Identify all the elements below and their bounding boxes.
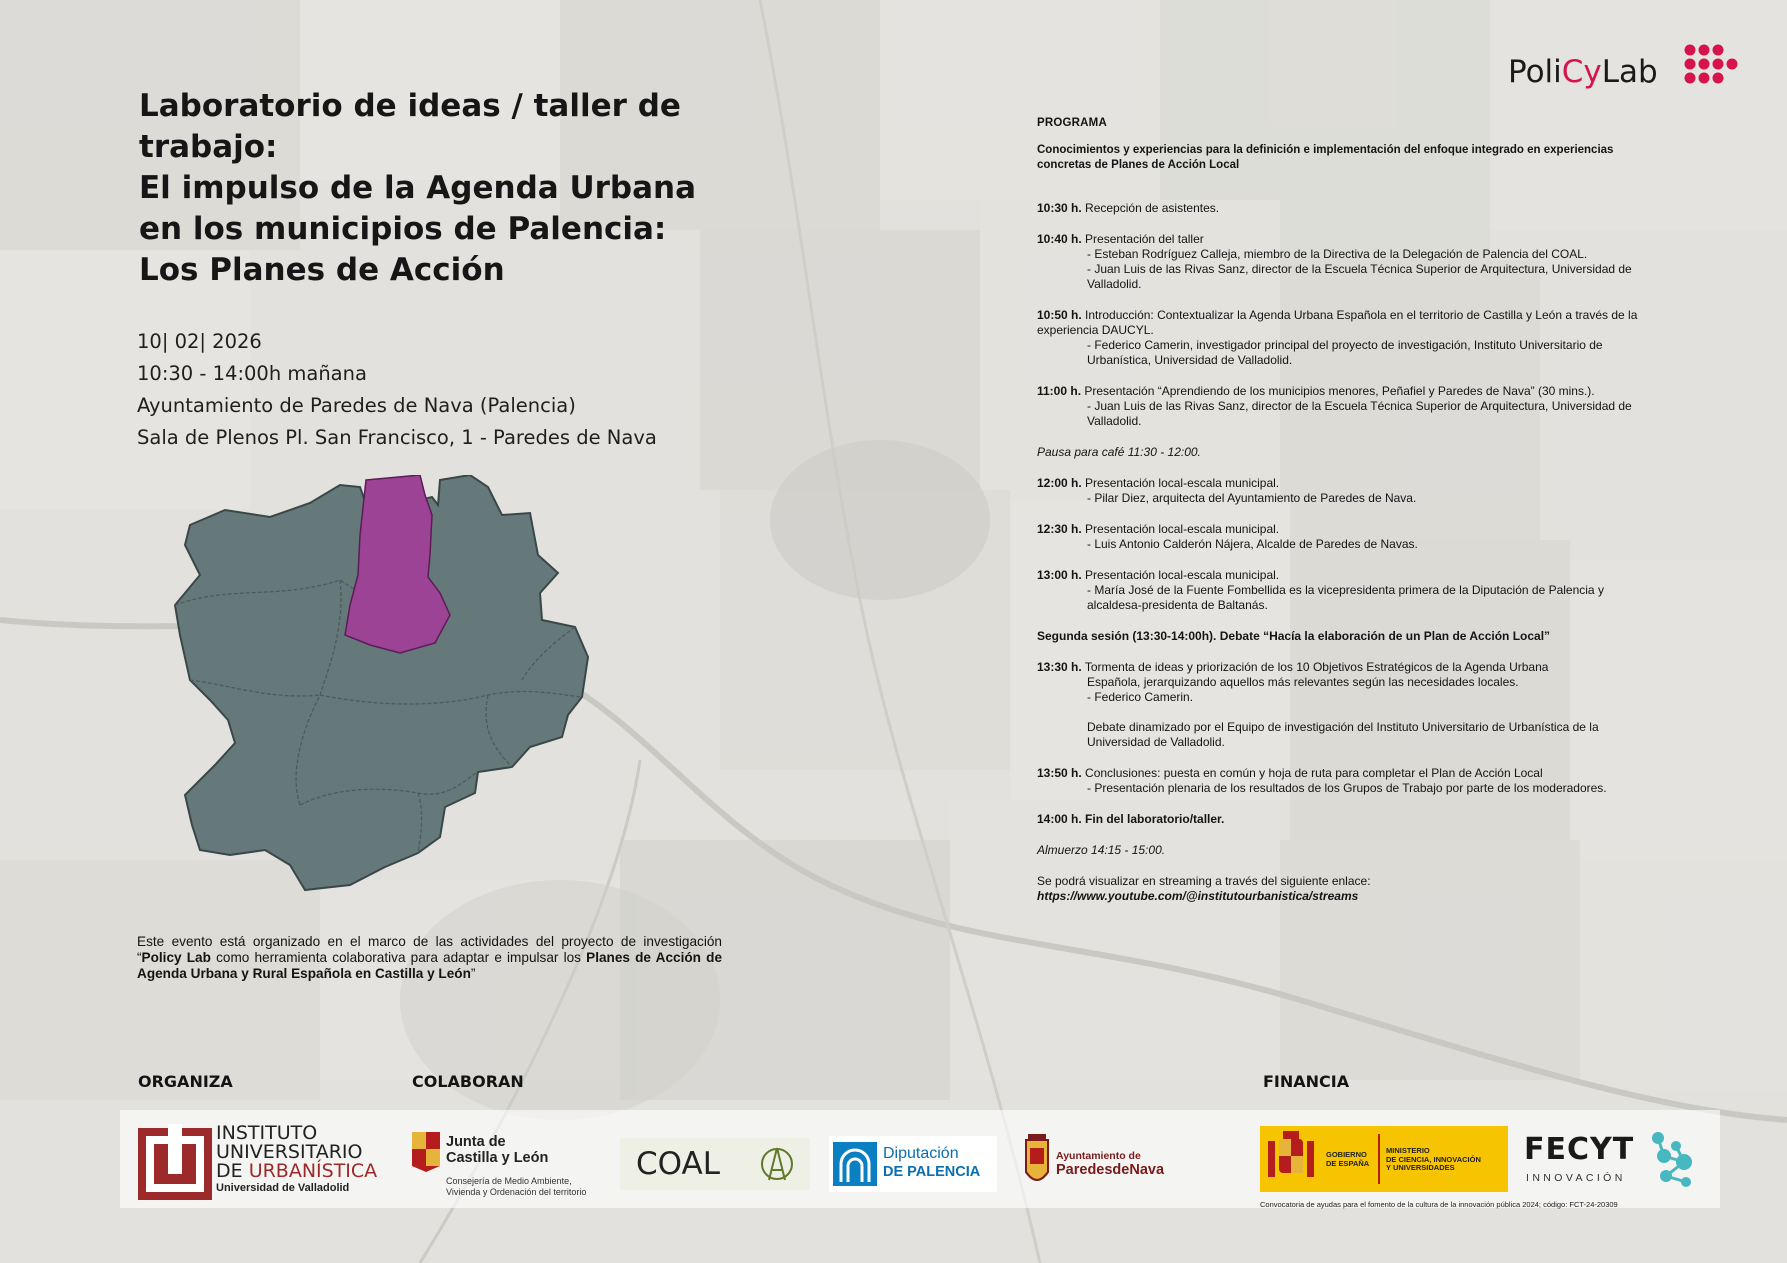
funding-call-note: Convocatoria de ayudas para el fomento de la cultura de la innovación pública 2024; código: FCT-24-20309	[1260, 1200, 1618, 1209]
title-line: Los Planes de Acción	[139, 252, 505, 288]
policylab-logo: PoliCyLab	[1508, 54, 1658, 90]
organiza-heading: ORGANIZA	[138, 1072, 233, 1091]
agenda-item-1330: 13:30 h. Tormenta de ideas y priorización de los 10 Objetivos Estratégicos de la Agenda Urbana Española, jerarquizando aquellos más relevantes según las necesidades locales. - Federico Camerin. Debate dinamizado por el Equipo de investigación del Instituto Universitario de Urbanística de la Universidad de Valladolid.	[1037, 660, 1599, 749]
lunch: Almuerzo 14:15 - 15:00.	[1037, 843, 1166, 857]
title-line: El impulso de la Agenda Urbana	[139, 170, 697, 206]
gobierno-espana-logo: GOBIERNO DE ESPAÑA MINISTERIO DE CIENCIA, INNOVACIÓN Y UNIVERSIDADES	[1260, 1126, 1508, 1192]
coal-compass-icon	[760, 1144, 794, 1184]
title-line: Laboratorio de ideas / taller de	[139, 88, 681, 124]
diputacion-arch-icon	[833, 1142, 877, 1186]
event-date: 10| 02| 2026	[137, 330, 262, 353]
agenda-item-1040: 10:40 h. Presentación del taller - Esteban Rodríguez Calleja, miembro de la Directiva de la Delegación de Palencia del COAL. - Juan Luis de las Rivas Sanz, director de la Escuela Técnica Superior de Arquitectura, Universidad de Valladolid.	[1037, 232, 1632, 291]
castilla-leon-map	[170, 475, 700, 895]
fecyt-molecule-icon	[1646, 1130, 1702, 1192]
jcyl-shield-icon	[410, 1128, 442, 1172]
fecyt-logo: FECYT INNOVACIÓN	[1522, 1130, 1702, 1194]
policylab-dots-icon	[1683, 44, 1741, 88]
program-intro: Conocimientos y experiencias para la definición e implementación del enfoque integrado en experiencias concretas de Planes de Acción Local	[1037, 144, 1614, 171]
agenda-item-1030: 10:30 h. Recepción de asistentes.	[1037, 201, 1220, 215]
program-heading: PROGRAMA	[1037, 117, 1107, 129]
agenda-item-1050: 10:50 h. Introducción: Contextualizar la Agenda Urbana Española en el territorio de Castilla y León a través de la experiencia DAUCYL. - Federico Camerin, investigador principal del proyecto de investigación, Instituto Universitario de Urbanística, Universidad de Valladolid.	[1037, 308, 1638, 367]
iuu-emblem-icon	[138, 1124, 212, 1202]
agenda-item-1400: 14:00 h. Fin del laboratorio/taller.	[1037, 812, 1225, 826]
ayuntamiento-paredes-logo: Ayuntamiento de ParedesdeNava	[1016, 1132, 1176, 1198]
agenda-item-1350: 13:50 h. Conclusiones: puesta en común y hoja de ruta para completar el Plan de Acción Local - Presentación plenaria de los resultados de los Grupos de Trabajo por parte de los moderadores.	[1037, 766, 1607, 795]
streaming-note: Se podrá visualizar en streaming a través del siguiente enlace: https://www.youtube.com/@institutourbanistica/streams	[1037, 874, 1649, 904]
paredes-coat-of-arms-icon	[1020, 1134, 1054, 1192]
event-address: Sala de Plenos Pl. San Francisco, 1 - Paredes de Nava	[137, 426, 657, 449]
event-time: 10:30 - 14:00h mañana	[137, 362, 367, 385]
coffee-break: Pausa para café 11:30 - 12:00.	[1037, 445, 1201, 459]
colaboran-heading: COLABORAN	[412, 1072, 524, 1091]
program-section	[1037, 116, 1649, 904]
event-title	[139, 86, 779, 291]
title-line: trabajo:	[139, 129, 278, 165]
streaming-link[interactable]: https://www.youtube.com/@institutourbanistica/streams	[1037, 889, 1359, 903]
title-line: en los municipios de Palencia:	[139, 211, 667, 247]
agenda-item-1100: 11:00 h. Presentación “Aprendiendo de los municipios menores, Peñafiel y Paredes de Nava” (30 mins.). - Juan Luis de las Rivas Sanz, director de la Escuela Técnica Superior de Arquitectura, Universidad de Valladolid.	[1037, 384, 1632, 428]
spain-coat-of-arms-icon	[1266, 1131, 1316, 1187]
second-session-heading: Segunda sesión (13:30-14:00h). Debate “Hacía la elaboración de un Plan de Acción Local”	[1037, 629, 1551, 643]
event-place: Ayuntamiento de Paredes de Nava (Palencia)	[137, 394, 576, 417]
coal-logo: COAL	[620, 1138, 810, 1190]
diputacion-palencia-logo: Diputación DE PALENCIA	[829, 1136, 997, 1192]
agenda-item-1230: 12:30 h. Presentación local-escala municipal. - Luis Antonio Calderón Nájera, Alcalde de Paredes de Navas.	[1037, 522, 1418, 551]
event-info	[137, 326, 657, 454]
agenda-item-1300: 13:00 h. Presentación local-escala municipal. - María José de la Fuente Fombellida es la vicepresidenta primera de la Diputación de Palencia y alcaldesa-presidenta de Baltanás.	[1037, 568, 1604, 612]
financia-heading: FINANCIA	[1263, 1072, 1350, 1091]
agenda-item-1200: 12:00 h. Presentación local-escala municipal. - Pilar Diez, arquitecta del Ayuntamiento de Paredes de Nava.	[1037, 476, 1417, 505]
project-description: Este evento está organizado en el marco de las actividades del proyecto de investigación “Policy Lab como herramienta colaborativa para adaptar e impulsar los Planes de Acción de Agenda Urbana y Rural Española en Castilla y León”	[137, 934, 722, 981]
jcyl-logo: Junta de Castilla y León Consejería de Medio Ambiente, Vivienda y Ordenación del territorio	[410, 1128, 615, 1200]
iuu-logo: INSTITUTO UNIVERSITARIO DE URBANÍSTICA Universidad de Valladolid	[138, 1124, 370, 1202]
